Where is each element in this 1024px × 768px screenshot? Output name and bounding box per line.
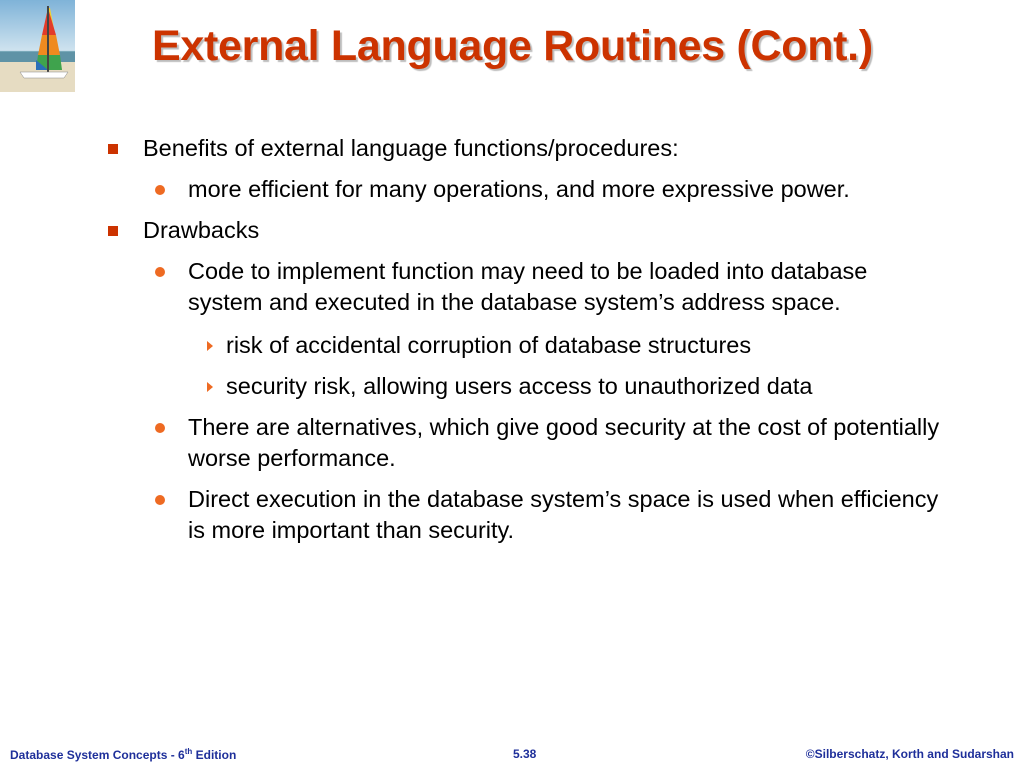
dot-bullet-icon <box>155 185 165 195</box>
dot-bullet-icon <box>155 423 165 433</box>
bullet-level2-direct-execution: Direct execution in the database system’s space is used when efficiency is more important than security. <box>188 486 939 543</box>
bullet-level3-security-risk: security risk, allowing users access to unauthorized data <box>226 373 813 399</box>
footer-page-number: 5.38 <box>513 747 537 761</box>
triangle-bullet-icon <box>207 382 213 392</box>
bullet-level2-alternatives: There are alternatives, which give good security at the cost of potentially worse performance. <box>188 414 940 471</box>
footer-book-title: Database System Concepts - 6th Edition <box>10 747 237 762</box>
dot-bullet-icon <box>155 495 165 505</box>
bullet-level3-corruption: risk of accidental corruption of database structures <box>226 332 752 358</box>
bullet-level1-benefits: Benefits of external language functions/procedures: <box>143 135 679 161</box>
bullet-level2-efficient: more efficient for many operations, and more expressive power. <box>188 176 850 202</box>
footer-copyright: ©Silberschatz, Korth and Sudarshan <box>805 747 1014 761</box>
dot-bullet-icon <box>155 267 165 277</box>
slide-footer <box>0 736 1024 768</box>
bullet-level2-code-loaded: Code to implement function may need to be loaded into database system and executed in the database system’s address space. <box>188 258 868 315</box>
square-bullet-icon <box>108 226 118 236</box>
triangle-bullet-icon <box>207 341 213 351</box>
bullet-level1-drawbacks: Drawbacks <box>143 217 260 243</box>
slide-title: External Language Routines (Cont.) <box>152 22 873 70</box>
square-bullet-icon <box>108 144 118 154</box>
